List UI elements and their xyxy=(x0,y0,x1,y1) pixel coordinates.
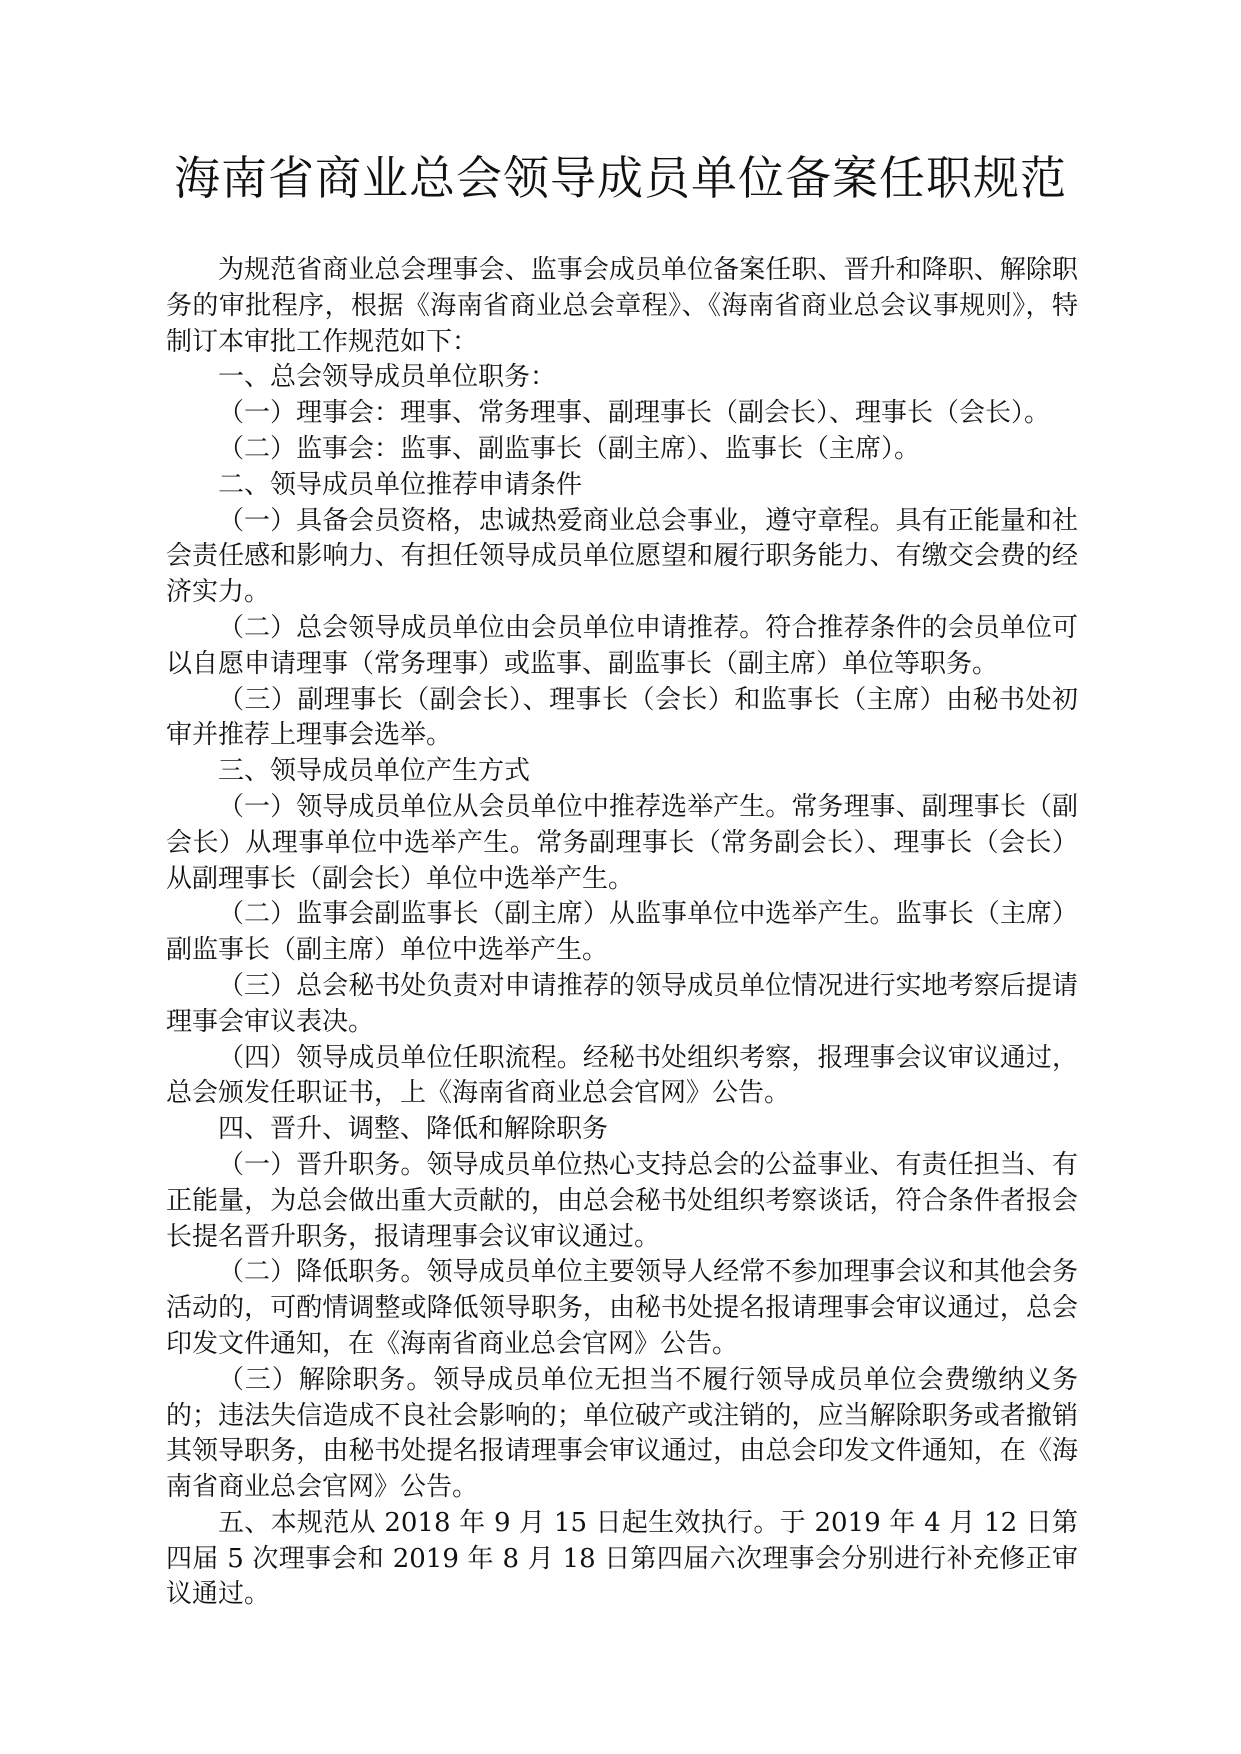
paragraph-3-1: （一）领导成员单位从会员单位中推荐选举产生。常务理事、副理事长（副会长）从理事单位中选举产生。常务副理事长（常务副会长）、理事长（会长）从副理事长（副会长）单位中选举产生。 xyxy=(166,791,1078,894)
paragraph-3-3: （三）总会秘书处负责对申请推荐的领导成员单位情况进行实地考察后提请理事会审议表决。 xyxy=(166,970,1078,1037)
section-4-heading: 四、晋升、调整、降低和解除职务 xyxy=(218,1114,609,1145)
paragraph-2-3: （三）副理事长（副会长）、理事长（会长）和监事长（主席）由秘书处初审并推荐上理事会选举。 xyxy=(166,684,1078,751)
paragraph-2-1: （一）具备会员资格，忠诚热爱商业总会事业，遵守章程。具有正能量和社会责任感和影响力、有担任领导成员单位愿望和履行职务能力、有缴交会费的经济实力。 xyxy=(166,505,1078,608)
section-2-heading: 二、领导成员单位推荐申请条件 xyxy=(218,469,583,500)
paragraph-intro: 为规范省商业总会理事会、监事会成员单位备案任职、晋升和降职、解除职务的审批程序，根据《海南省商业总会章程》、《海南省商业总会议事规则》，特制订本审批工作规范如下： xyxy=(166,255,1078,357)
paragraph-2-2: （二）总会领导成员单位由会员单位申请推荐。符合推荐条件的会员单位可以自愿申请理事（常务理事）或监事、副监事长（副主席）单位等职务。 xyxy=(166,612,1078,679)
paragraph-4-3: （三）解除职务。领导成员单位无担当不履行领导成员单位会费缴纳义务的；违法失信造成不良社会影响的；单位破产或注销的，应当解除职务或者撤销其领导职务，由秘书处提名报请理事会审议通过，由总会印发文件通知，在《海南省商业总会官网》公告。 xyxy=(166,1364,1078,1503)
paragraph-3-2: （二）监事会副监事长（副主席）从监事单位中选举产生。监事长（主席）副监事长（副主席）单位中选举产生。 xyxy=(166,899,1078,966)
section-3-heading: 三、领导成员单位产生方式 xyxy=(218,756,531,787)
section-1-heading: 一、总会领导成员单位职务： xyxy=(218,362,557,393)
paragraph-4-1: （一）晋升职务。领导成员单位热心支持总会的公益事业、有责任担当、有正能量，为总会做出重大贡献的，由总会秘书处组织考察谈话，符合条件者报会长提名晋升职务，报请理事会议审议通过。 xyxy=(166,1149,1078,1252)
document-title: 海南省商业总会领导成员单位备案任职规范 xyxy=(174,151,1067,205)
document-body xyxy=(166,253,1078,1613)
paragraph-3-4: （四）领导成员单位任职流程。经秘书处组织考察，报理事会议审议通过，总会颁发任职证书，上《海南省商业总会官网》公告。 xyxy=(166,1042,1078,1109)
paragraph-1-1: （一）理事会：理事、常务理事、副理事长（副会长）、理事长（会长）。 xyxy=(218,398,1051,429)
paragraph-4-2: （二）降低职务。领导成员单位主要领导人经常不参加理事会议和其他会务活动的，可酌情调整或降低领导职务，由秘书处提名报请理事会审议通过，总会印发文件通知，在《海南省商业总会官网》公告。 xyxy=(166,1257,1078,1359)
section-5-paragraph: 五、本规范从 2018 年 9 月 15 日起生效执行。于 2019 年 4 月 12 日第四届 5 次理事会和 2019 年 8 月 18 日第四届六次理事会分别进行补充修正审议通过。 xyxy=(166,1507,1078,1610)
paragraph-1-2: （二）监事会：监事、副监事长（副主席）、监事长（主席）。 xyxy=(218,433,921,464)
